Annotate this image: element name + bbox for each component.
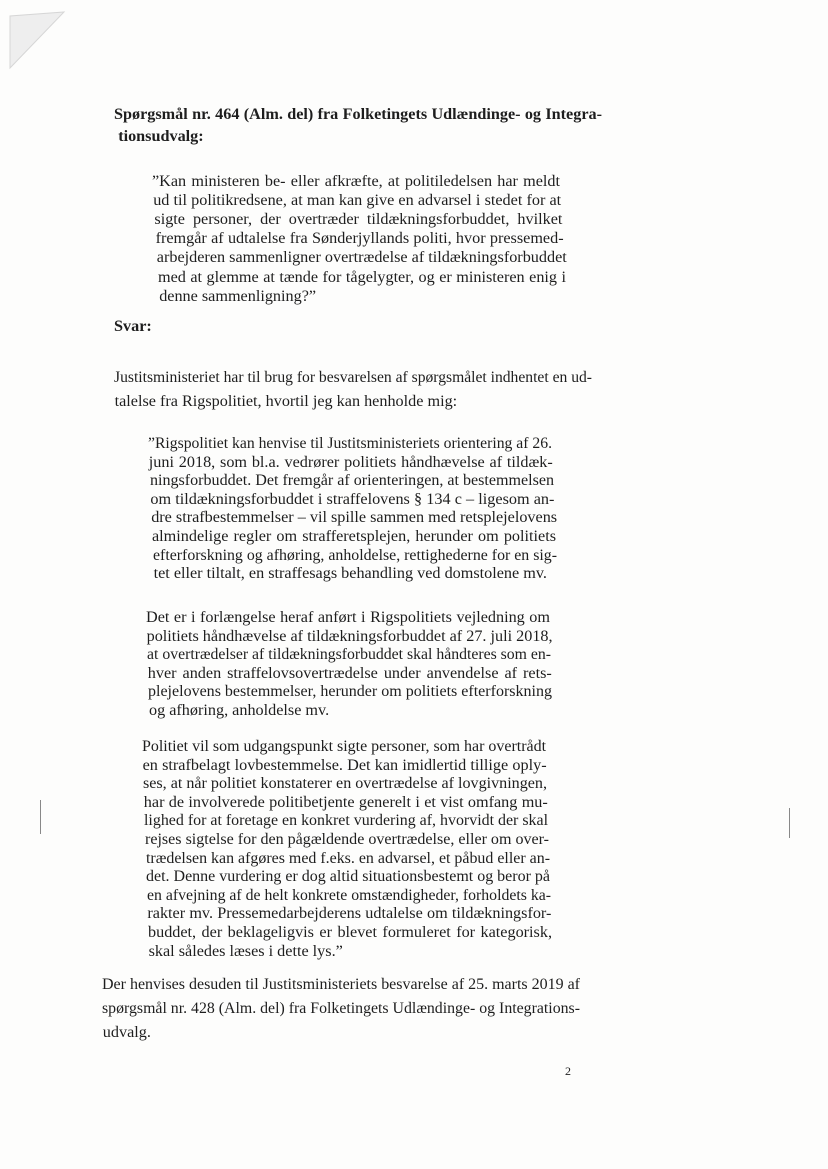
- question-heading-line: tionsudvalg:: [118, 126, 204, 145]
- question-quote-line: sigte personer, der overtræder tildækningsforbuddet, hvilket: [154, 210, 563, 229]
- question-quote-line: fremgår af udtalelse fra Sønderjyllands politi, hvor pressemed-: [155, 229, 564, 248]
- answer-label: Svar:: [114, 317, 152, 335]
- answer-quote-line: hver anden straffelovsovertrædelse under anvendelse af rets-: [147, 663, 552, 682]
- answer-quote-line: om tildækningsforbuddet i straffelovens § 134 c – ligesom an-: [150, 489, 555, 508]
- question-quote-line: ”Kan ministeren be- eller afkræfte, at politiledelsen har meldt: [152, 172, 560, 190]
- answer-quote-line: Det er i forlængelse heraf anført i Rigspolitiets vejledning om: [146, 608, 550, 626]
- answer-quote-line: almindelige regler om strafferetsplejen, herunder om politiets: [152, 527, 556, 545]
- question-quote-line: arbejderen sammenligner overtrædelse af tildækningsforbuddet: [156, 248, 567, 267]
- answer-quote-line: rejses sigtelse for den pågældende overtrædelse, eller om over-: [145, 830, 549, 848]
- answer-quote-line: ningsforbuddet. Det fremgår af orienteringen, at bestemmelsen: [149, 471, 554, 490]
- answer-intro-line: Justitsministeriet har til brug for besvarelsen af spørgsmålet indhentet en ud-: [114, 368, 592, 386]
- answer-intro-line: talelse fra Rigspolitiet, hvortil jeg kan henholde mig:: [114, 392, 458, 410]
- folded-corner-mark: [8, 10, 68, 70]
- question-quote-line: med at glemme at tænde for tågelygter, og er ministeren enig i: [158, 267, 566, 286]
- answer-quote-line: trædelsen kan afgøres med f.eks. en advarsel, et påbud eller an-: [145, 848, 550, 867]
- answer-quote-line: en strafbelagt lovbestemmelse. Det kan imidlertid tillige oply-: [142, 755, 547, 774]
- question-heading-line: Spørgsmål nr. 464 (Alm. del) fra Folketingets Udlændinge- og Integra-: [114, 105, 602, 123]
- page-number: 2: [565, 1064, 571, 1078]
- answer-quote-line: en afvejning af de helt konkrete omstændigheder, forholdets ka-: [146, 885, 551, 904]
- answer-quote-line: rakter mv. Pressemedarbejderens udtalelse om tildækningsfor-: [147, 904, 552, 923]
- margin-mark-left: [40, 800, 41, 834]
- answer-quote-line: politiets håndhævelse af tildækningsforbuddet af 27. juli 2018,: [146, 626, 553, 645]
- answer-quote-line: dre strafbestemmelser – vil spille sammen med retsplejelovens: [151, 508, 558, 527]
- answer-closing-line: spørgsmål nr. 428 (Alm. del) fra Folketingets Udlændinge- og Integrations-: [102, 999, 581, 1017]
- answer-quote-line: skal således læses i dette lys.”: [148, 941, 343, 960]
- answer-quote-line: at overtrædelser af tildækningsforbuddet skal håndteres som en-: [147, 645, 552, 664]
- question-quote-line: ud til politikredsene, at man kan give en advarsel i stedet for at: [153, 191, 562, 210]
- answer-quote-line: juni 2018, som bl.a. vedrører politiets håndhævelse af tildæk-: [148, 452, 553, 471]
- answer-quote-line: det. Denne vurdering er dog altid situationsbestemt og beror på: [146, 867, 551, 886]
- answer-quote-line: og afhøring, anholdelse mv.: [149, 701, 330, 719]
- answer-quote-line: buddet, der beklageligvis er blevet formuleret for kategorisk,: [148, 923, 552, 941]
- question-quote-line: denne sammenligning?”: [159, 286, 317, 305]
- answer-quote-line: ”Rigspolitiet kan henvise til Justitsministeriets orientering af 26.: [148, 434, 552, 452]
- answer-quote-line: tet eller tiltalt, en straffesags behandling ved domstolene mv.: [153, 564, 547, 583]
- answer-closing-line: Der henvises desuden til Justitsministeriets besvarelse af 25. marts 2019 af: [102, 975, 580, 993]
- answer-quote-line: Politiet vil som udgangspunkt sigte personer, som har overtrådt: [142, 737, 546, 755]
- answer-quote-line: har de involverede politibetjente generelt i et vist omfang mu-: [143, 792, 548, 811]
- answer-quote-line: lighed for at foretage en konkret vurdering af, hvorvidt der skal: [144, 811, 549, 830]
- answer-closing-line: udvalg.: [102, 1023, 151, 1041]
- answer-quote-line: plejelovens bestemmelser, herunder om politiets efterforskning: [148, 682, 553, 701]
- answer-quote-line: ses, at når politiet konstaterer en overtrædelse af lovgivningen,: [143, 774, 548, 793]
- margin-mark-right: [789, 808, 790, 838]
- answer-quote-line: efterforskning og afhøring, anholdelse, rettighederne for en sig-: [152, 545, 557, 564]
